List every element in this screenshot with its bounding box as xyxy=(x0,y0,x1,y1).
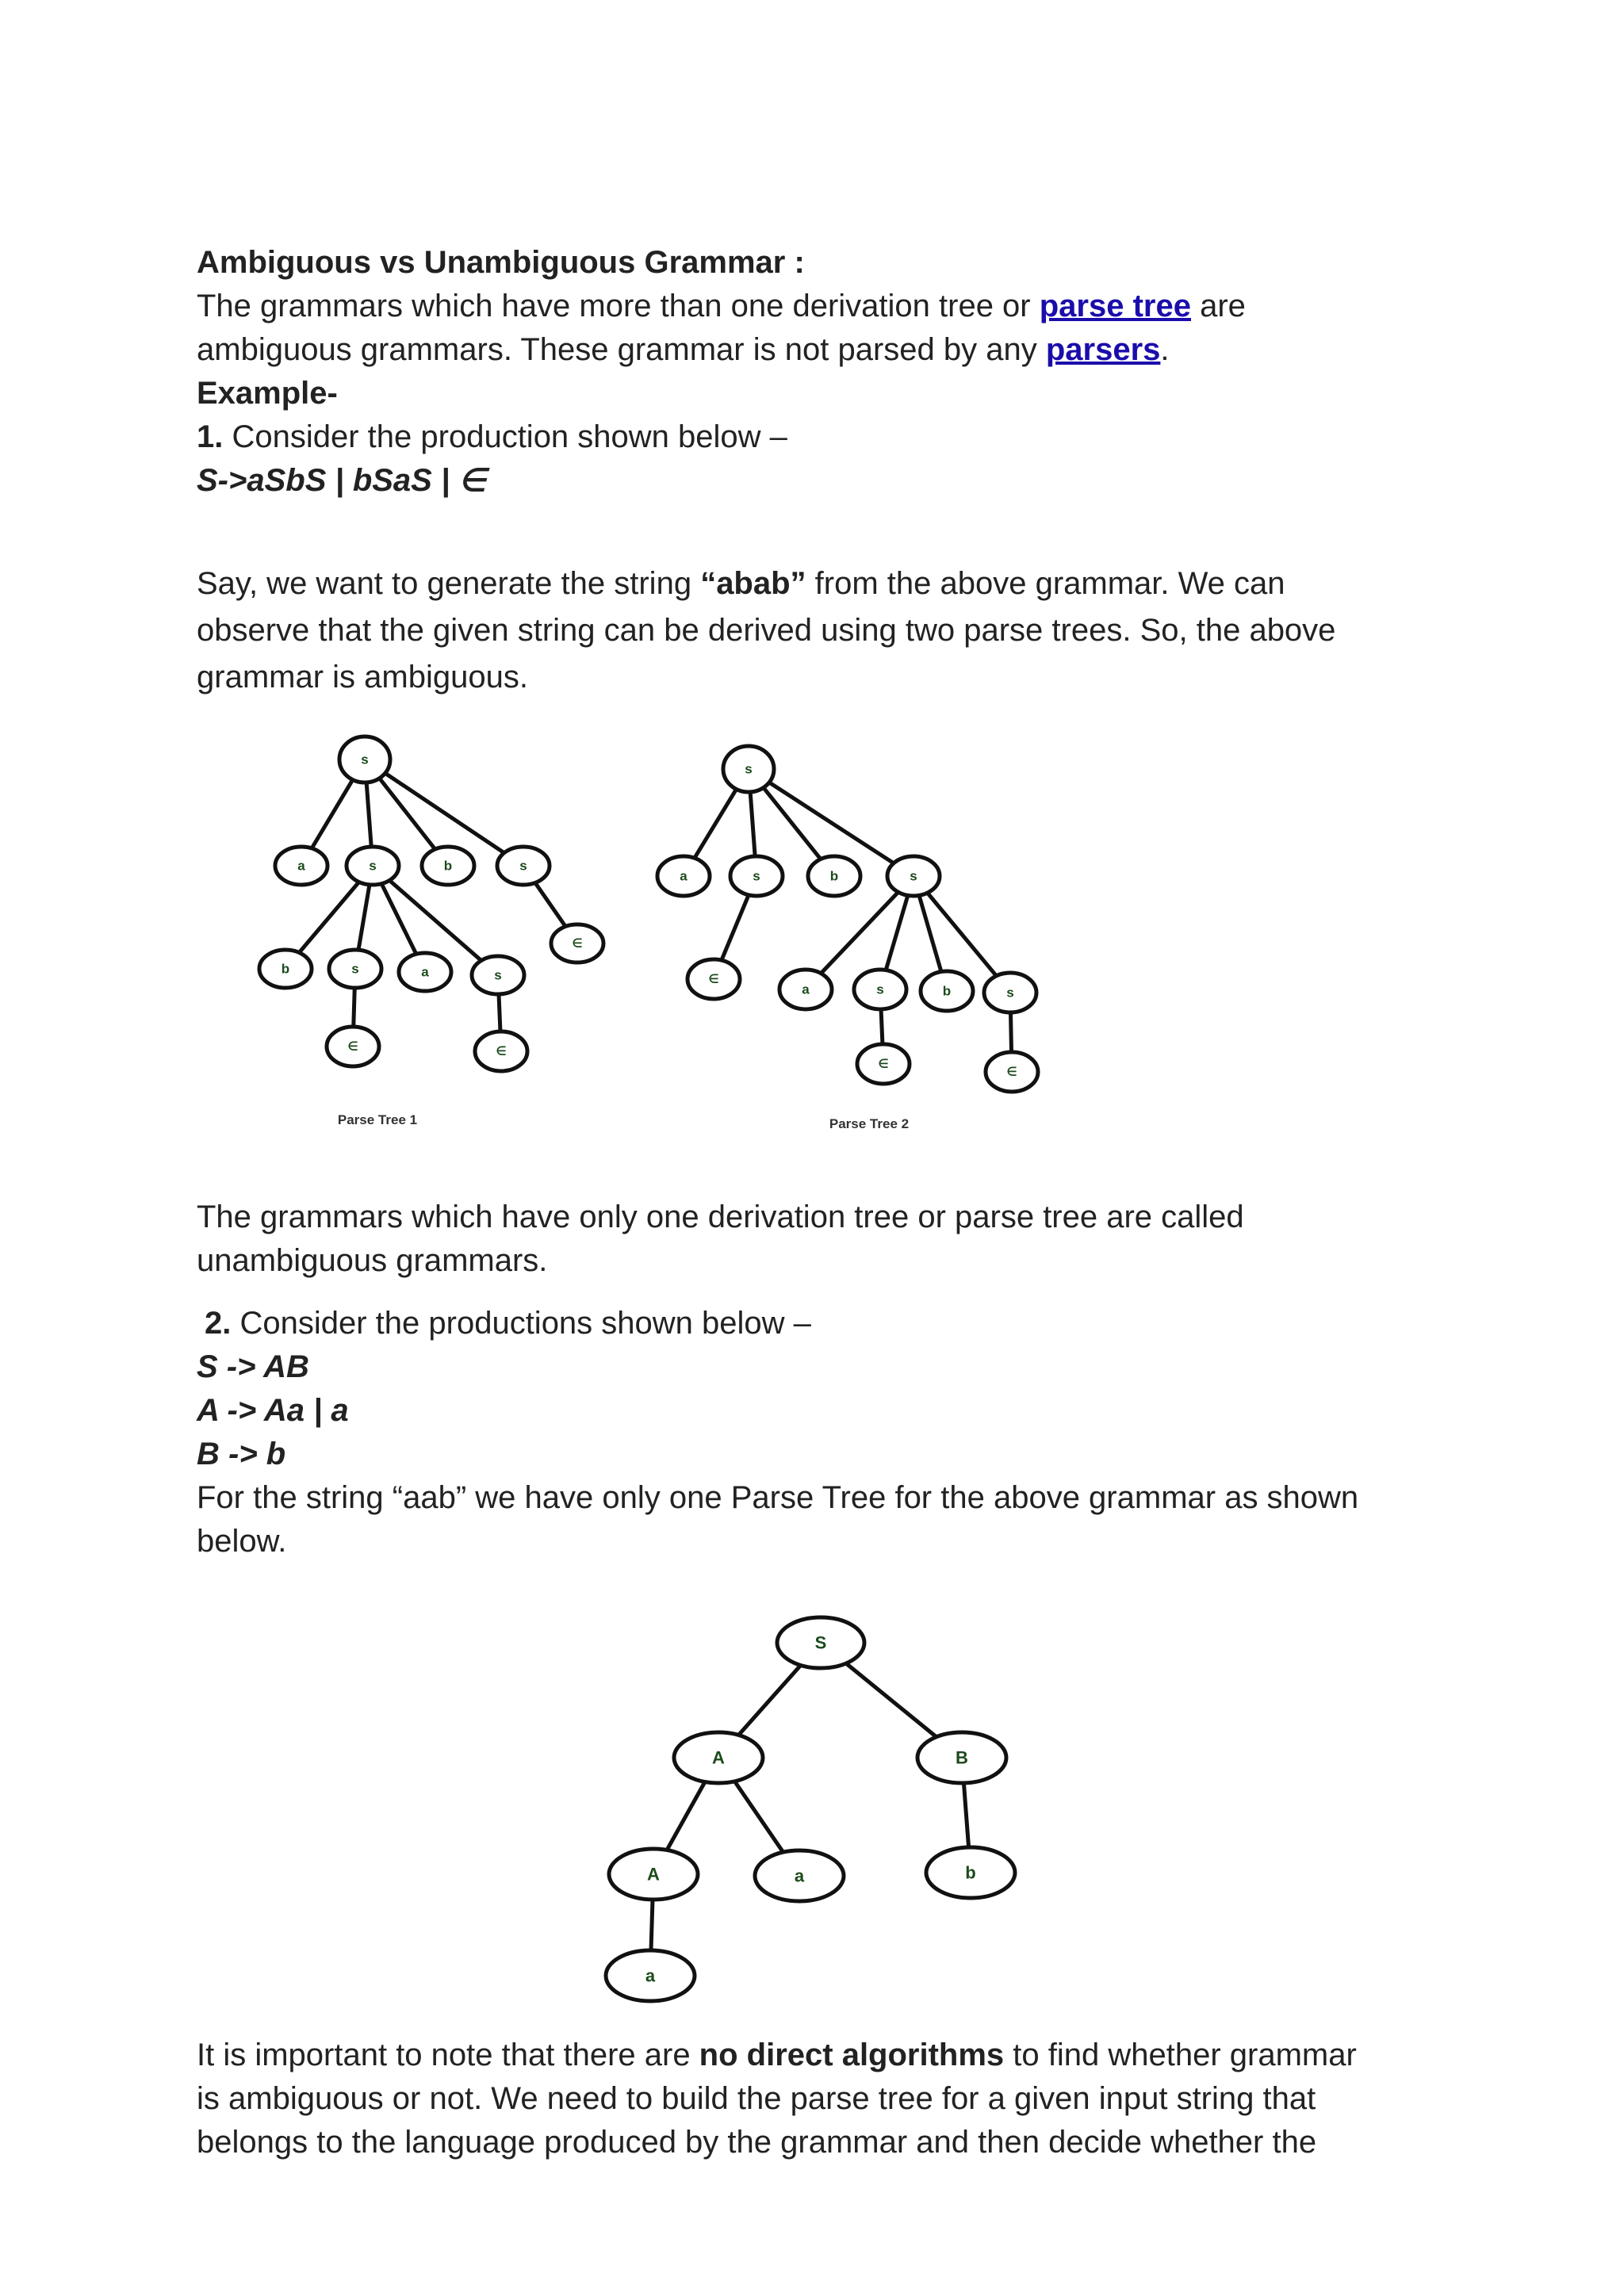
example-2-line-2: For the string “aab” we have only one Parse Tree for the above grammar as shown xyxy=(197,1480,1359,1515)
tree2-grandchild-eps1 xyxy=(857,1044,910,1084)
example-label: Example- xyxy=(197,376,338,411)
tree2-caption: Parse Tree 2 xyxy=(829,1116,910,1131)
tree1-node-b xyxy=(422,847,474,885)
tree3-node-B xyxy=(917,1732,1006,1783)
intro-text: . xyxy=(1160,332,1170,367)
tree1-grandchild-eps2 xyxy=(475,1031,527,1071)
section-heading: Ambiguous vs Unambiguous Grammar : xyxy=(197,245,805,280)
tree1-node-a-label: a xyxy=(297,858,305,874)
tree3-node-A2 xyxy=(609,1849,698,1900)
tree1-node-b-label: b xyxy=(443,858,453,874)
closing-emphasis: no direct algorithms xyxy=(699,2038,1005,2072)
tree1-node-eps-label: ∈ xyxy=(572,936,583,951)
example-2-line xyxy=(205,1302,811,1345)
tree1-child-b xyxy=(259,950,312,988)
tree1-node-s2-label: s xyxy=(519,858,527,874)
tree2-node-s2 xyxy=(887,856,940,896)
unambiguous-line-1: The grammars which have only one derivation tree or parse tree are called xyxy=(197,1200,1244,1234)
parsers-link[interactable]: parsers xyxy=(1045,332,1161,367)
closing-line-2: is ambiguous or not. We need to build the parse tree for a given input string that xyxy=(197,2081,1316,2116)
tree1-node-s xyxy=(347,847,399,885)
tree2-root-label: s xyxy=(745,761,753,777)
intro-text: The grammars which have more than one derivation tree or xyxy=(197,289,1040,323)
tree1-grandchild-eps1-label: ∈ xyxy=(347,1039,358,1054)
tree2-node-a xyxy=(657,856,710,896)
tree2-child-s xyxy=(854,970,906,1009)
tree1-node-eps xyxy=(551,924,603,962)
tree3-edges xyxy=(650,1643,971,1976)
tree1-child-b-label: b xyxy=(281,961,290,977)
tree1-child-s xyxy=(329,950,381,988)
tree3-node-A-label: A xyxy=(712,1747,725,1768)
tree3-node-A xyxy=(674,1732,763,1783)
tree3-node-B-label: B xyxy=(956,1747,968,1768)
example-2-production-2: A -> Aa | a xyxy=(197,1393,349,1428)
example-2-line-3: below. xyxy=(197,1524,287,1559)
tree1-node-a xyxy=(275,847,327,885)
unambiguous-parse-tree-figure xyxy=(0,1586,1624,2030)
tree3-node-a xyxy=(755,1850,844,1901)
tree2-child-b-label: b xyxy=(942,983,952,999)
tree1-child-s2-label: s xyxy=(494,967,502,983)
tree2-child-s2-label: s xyxy=(1006,985,1014,1001)
tree1-root-label: s xyxy=(361,752,369,767)
closing-text: to find whether grammar xyxy=(1004,2038,1357,2072)
tree2-grandchild-eps2 xyxy=(986,1052,1038,1092)
tree2-child-b xyxy=(921,971,973,1011)
tree2-grandchild-eps2-label: ∈ xyxy=(1006,1065,1017,1079)
intro-line-2 xyxy=(197,328,1170,372)
example-2-production-1: S -> AB xyxy=(197,1349,309,1384)
closing-text: It is important to note that there are xyxy=(197,2038,699,2072)
parse-trees-figure xyxy=(0,714,1624,1158)
tree2-node-s-label: s xyxy=(753,868,760,884)
tree3-node-a2 xyxy=(606,1950,695,2001)
tree3-node-b-label: b xyxy=(965,1862,976,1883)
tree2-node-b xyxy=(808,856,860,896)
tree2-child-s2 xyxy=(984,973,1036,1012)
tree2-node-eps-label: ∈ xyxy=(708,972,719,986)
tree1-child-s2 xyxy=(472,956,524,994)
unambiguous-line-2: unambiguous grammars. xyxy=(197,1243,548,1278)
tree2-node-eps xyxy=(688,959,740,999)
say-line-3: grammar is ambiguous. xyxy=(197,660,528,695)
say-string: “abab” xyxy=(700,566,806,601)
tree2-node-s2-label: s xyxy=(910,868,917,884)
say-text: from the above grammar. We can xyxy=(806,566,1285,601)
example-2-number: 2. xyxy=(205,1306,232,1341)
intro-text: are xyxy=(1190,289,1246,323)
tree2-root-node xyxy=(723,746,774,792)
tree1-edges xyxy=(285,760,577,1051)
tree1-child-s-label: s xyxy=(351,961,359,977)
tree2-node-s xyxy=(730,856,783,896)
closing-line-1 xyxy=(197,2034,1357,2077)
say-text: Say, we want to generate the string xyxy=(197,566,701,601)
tree2-child-a-label: a xyxy=(802,982,810,997)
tree2-grandchild-eps1-label: ∈ xyxy=(878,1057,889,1071)
tree3-node-a-label: a xyxy=(794,1866,805,1886)
tree3-node-a2-label: a xyxy=(645,1965,656,1986)
tree3-node-A2-label: A xyxy=(647,1864,660,1885)
tree3-node-b xyxy=(926,1847,1015,1898)
tree2-node-a-label: a xyxy=(680,868,688,884)
tree2-child-a xyxy=(779,970,832,1009)
intro-text: ambiguous grammars. These grammar is not parsed by any xyxy=(197,332,1046,367)
tree1-child-a-label: a xyxy=(421,964,429,980)
example-1-line xyxy=(197,415,787,459)
closing-line-3: belongs to the language produced by the grammar and then decide whether the xyxy=(197,2125,1317,2160)
say-line-1 xyxy=(197,561,1285,607)
tree1-root-node xyxy=(339,737,390,783)
tree2-child-s-label: s xyxy=(876,982,884,997)
example-2-production-3: B -> b xyxy=(197,1437,286,1471)
tree1-caption: Parse Tree 1 xyxy=(337,1112,418,1127)
example-1-number: 1. xyxy=(197,419,224,454)
tree2-node-b-label: b xyxy=(829,868,839,884)
intro-line-1 xyxy=(197,285,1246,328)
parse-tree-link[interactable]: parse tree xyxy=(1039,289,1191,323)
example-2-text: Consider the productions shown below – xyxy=(231,1306,811,1341)
tree2-edges xyxy=(684,769,1012,1072)
say-line-2: observe that the given string can be derived using two parse trees. So, the above xyxy=(197,613,1336,648)
tree3-root-label: S xyxy=(814,1632,827,1653)
example-1-production: S->aSbS | bSaS | ∈ xyxy=(197,463,487,498)
tree3-root-node xyxy=(777,1617,864,1668)
example-1-text: Consider the production shown below – xyxy=(223,419,787,454)
tree1-grandchild-eps1 xyxy=(327,1027,379,1066)
tree1-node-s-label: s xyxy=(369,858,377,874)
tree1-node-s2 xyxy=(497,847,550,885)
tree1-child-a xyxy=(399,953,451,991)
tree1-grandchild-eps2-label: ∈ xyxy=(496,1044,507,1058)
